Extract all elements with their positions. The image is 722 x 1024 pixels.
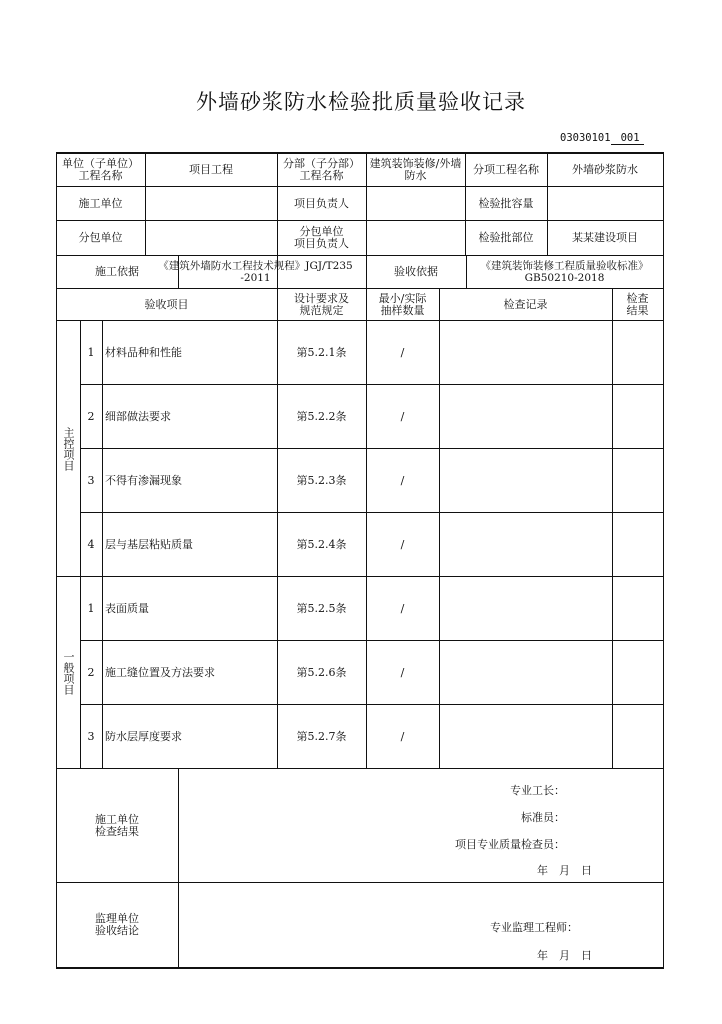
main-control-group-label [56, 321, 80, 576]
subitem-name-value: 外墙砂浆防水 [572, 162, 638, 176]
item-name: 施工缝位置及方法要求 [105, 665, 215, 679]
construction-basis-label: 施工依据 [95, 265, 139, 278]
construction-basis-value: 《建筑外墙防水工程技术规程》JGJ/T235 -2011 [158, 260, 353, 284]
item-sample: / [400, 665, 405, 679]
item-sample: / [400, 537, 405, 551]
standard-officer-signature: 标准员： [521, 811, 565, 824]
record-code-number: 001 [611, 132, 644, 145]
general-group-label [56, 577, 80, 768]
subitem-name-label: 分项工程名称 [473, 162, 539, 176]
foreman-signature: 专业工长： [510, 784, 565, 797]
page-title: 外墙砂浆防水检验批质量验收记录 [196, 90, 526, 114]
item-number: 1 [87, 601, 95, 615]
item-number: 1 [87, 345, 95, 359]
batch-capacity-label: 检验批容量 [478, 196, 534, 210]
item-clause: 第5.2.1条 [296, 345, 347, 359]
item-name: 细部做法要求 [105, 409, 171, 423]
subcontractor-label: 分包单位 [78, 231, 123, 244]
construction-check-label: 施工单位 检查结果 [95, 812, 139, 838]
division-name-value: 建筑装饰装修/外墙防水 [369, 156, 462, 182]
quality-inspector-signature: 项目专业质量检查员： [455, 838, 565, 851]
main-control-group-text: 主控项目 [62, 426, 75, 471]
project-manager-label: 项目负责人 [294, 196, 349, 210]
item-number: 3 [87, 729, 95, 743]
item-name: 防水层厚度要求 [105, 729, 182, 743]
batch-location-value: 某某建设项目 [572, 231, 638, 244]
supervision-engineer-signature: 专业监理工程师： [490, 921, 578, 934]
record-code [560, 132, 644, 145]
item-sample: / [400, 409, 405, 423]
item-clause: 第5.2.3条 [296, 473, 347, 487]
sub-project-manager-value[interactable] [366, 221, 465, 255]
acceptance-basis-label: 验收依据 [394, 265, 438, 278]
item-number: 4 [87, 537, 95, 551]
item-sample: / [400, 729, 405, 743]
acceptance-basis-value: 《建筑装饰装修工程质量验收标准》 GB50210-2018 [480, 260, 649, 284]
col-check-record: 检查记录 [503, 297, 548, 311]
item-name: 材料品种和性能 [105, 345, 182, 359]
item-sample: / [400, 473, 405, 487]
subcontractor-value[interactable] [145, 221, 277, 255]
item-name: 表面质量 [105, 601, 149, 615]
sub-project-manager-label: 分包单位 项目负责人 [294, 225, 349, 250]
contractor-label: 施工单位 [78, 196, 123, 210]
batch-location-label: 检验批部位 [478, 231, 534, 244]
record-code-prefix: 03030101 [560, 132, 611, 144]
item-number: 3 [87, 473, 95, 487]
col-acceptance-item: 验收项目 [144, 297, 189, 311]
item-name: 层与基层粘贴质量 [105, 537, 193, 551]
item-sample: / [400, 345, 405, 359]
col-sample-quantity: 最小/实际 抽样数量 [378, 291, 427, 317]
contractor-value[interactable] [145, 187, 277, 220]
item-sample: / [400, 601, 405, 615]
item-clause: 第5.2.2条 [296, 409, 347, 423]
item-clause: 第5.2.5条 [296, 601, 347, 615]
item-name: 不得有渗漏现象 [105, 473, 182, 487]
supervision-check-label: 监理单位 验收结论 [95, 912, 139, 937]
supervision-check-date: 年 月 日 [537, 949, 592, 962]
col-design-requirement: 设计要求及 规范规定 [294, 291, 349, 317]
item-clause: 第5.2.7条 [296, 729, 347, 743]
item-clause: 第5.2.6条 [296, 665, 347, 679]
batch-capacity-value[interactable] [547, 187, 663, 220]
project-manager-value[interactable] [366, 187, 465, 220]
general-group-text: 一般项目 [62, 650, 75, 695]
item-clause: 第5.2.4条 [296, 537, 347, 551]
unit-name-label: 单位（子单位） 工程名称 [62, 156, 139, 182]
unit-name-value: 项目工程 [189, 162, 233, 176]
item-number: 2 [87, 409, 95, 423]
col-check-result: 检查 结果 [626, 291, 649, 317]
division-name-label: 分部（子分部） 工程名称 [283, 156, 360, 182]
construction-check-date: 年 月 日 [537, 864, 592, 877]
item-number: 2 [87, 665, 95, 679]
